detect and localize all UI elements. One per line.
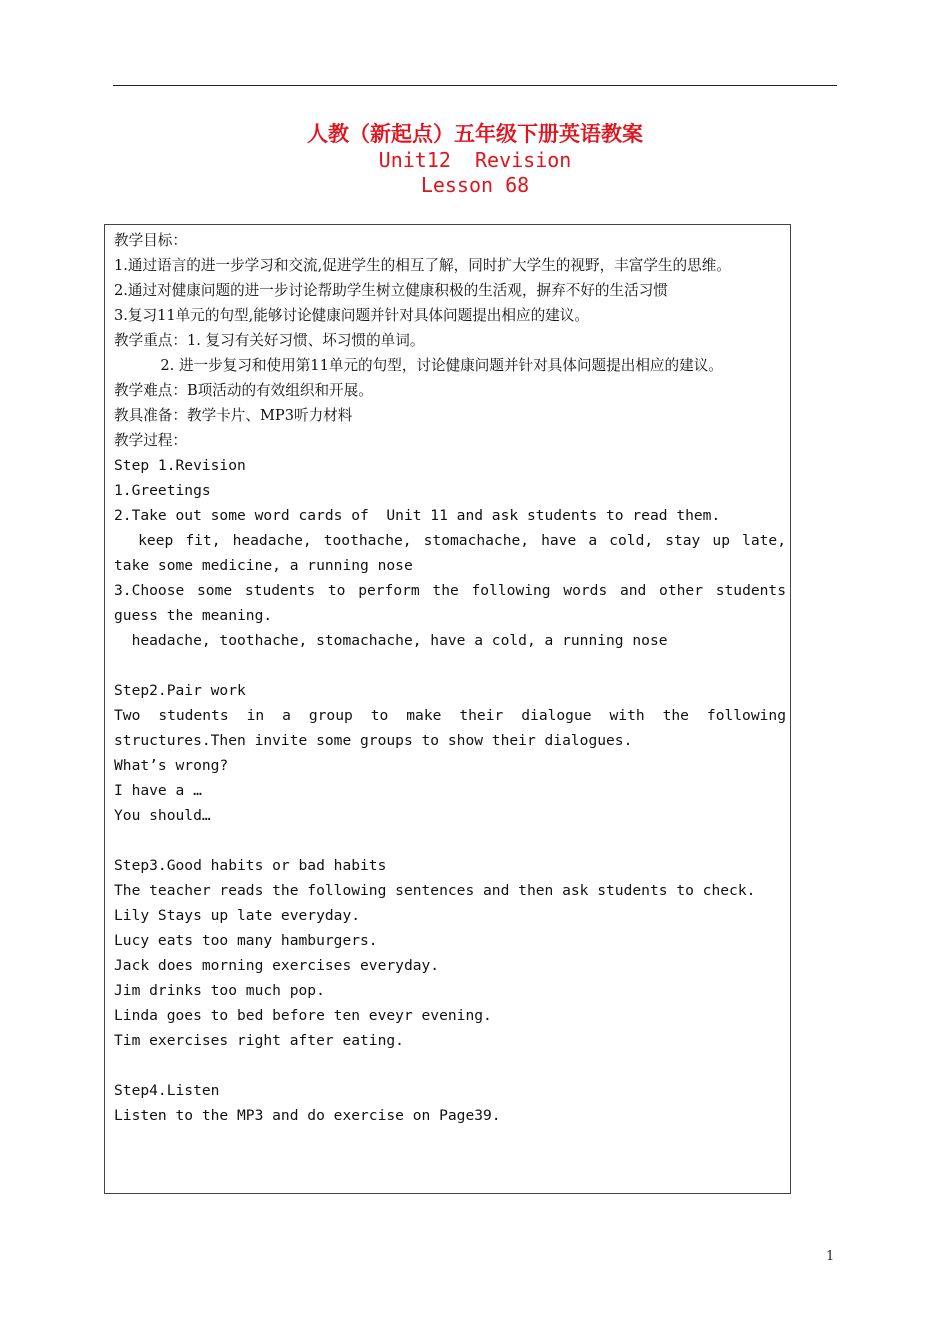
spacer bbox=[114, 1053, 786, 1078]
focus-2: 2. 进一步复习和使用第11单元的句型，讨论健康问题并针对具体问题提出相应的建议。 bbox=[114, 357, 723, 374]
document-title: 人教（新起点）五年级下册英语教案 bbox=[307, 121, 643, 146]
spacer bbox=[114, 653, 786, 678]
lesson-title: Lesson 68 bbox=[420, 173, 530, 197]
step3-sentence: Tim exercises right after eating. bbox=[114, 1032, 404, 1049]
step1-item-2: 2.Take out some word cards of Unit 11 and ask students to read them. bbox=[114, 507, 721, 524]
header-rule bbox=[113, 85, 837, 86]
spacer bbox=[114, 828, 786, 853]
objectives-label: 教学目标： bbox=[114, 232, 187, 249]
step4-title: Step4.Listen bbox=[114, 1082, 220, 1099]
step3-sentence: Linda goes to bed before ten eveyr evening. bbox=[114, 1007, 492, 1024]
title-block bbox=[0, 120, 950, 198]
step3-sentence: Lily Stays up late everyday. bbox=[114, 907, 361, 924]
step3-sentence: Jim drinks too much pop. bbox=[114, 982, 325, 999]
difficulty: 教学难点：B项活动的有效组织和开展。 bbox=[114, 382, 373, 399]
step1-title: Step 1.Revision bbox=[114, 457, 246, 474]
step2-suggestion: You should… bbox=[114, 807, 211, 824]
objective-1: 1.通过语言的进一步学习和交流,促进学生的相互了解，同时扩大学生的视野，丰富学生的思维。 bbox=[114, 257, 731, 274]
step2-description: Two students in a group to make their dialogue with the following structures.Then invite some groups to show their dialogues. bbox=[114, 707, 786, 749]
lesson-plan-content bbox=[114, 228, 795, 1128]
step1-item-1: 1.Greetings bbox=[114, 482, 211, 499]
process-label: 教学过程： bbox=[114, 432, 187, 449]
step1-item-3: 3.Choose some students to perform the following words and other students guess the meaning. bbox=[114, 582, 786, 624]
step3-title: Step3.Good habits or bad habits bbox=[114, 857, 387, 874]
step2-title: Step2.Pair work bbox=[114, 682, 246, 699]
step1-words: keep fit, headache, toothache, stomachache, have a cold, stay up late, take some medicine, a running nose bbox=[114, 532, 795, 574]
step3-sentence: Jack does morning exercises everyday. bbox=[114, 957, 440, 974]
step4-description: Listen to the MP3 and do exercise on Page39. bbox=[114, 1107, 501, 1124]
step2-question: What’s wrong? bbox=[114, 757, 229, 774]
objective-3: 3.复习11单元的句型,能够讨论健康问题并针对具体问题提出相应的建议。 bbox=[114, 307, 589, 324]
step3-description: The teacher reads the following sentences and then ask students to check. bbox=[114, 882, 756, 899]
materials: 教具准备：教学卡片、MP3听力材料 bbox=[114, 407, 353, 424]
focus-1: 教学重点：1. 复习有关好习惯、坏习惯的单词。 bbox=[114, 332, 425, 349]
step1-words-2: headache, toothache, stomachache, have a cold, a running nose bbox=[114, 632, 668, 649]
unit-title: Unit12 Revision bbox=[378, 148, 572, 172]
page-number: 1 bbox=[826, 1249, 835, 1264]
objective-2: 2.通过对健康问题的进一步讨论帮助学生树立健康积极的生活观，摒弃不好的生活习惯 bbox=[114, 282, 668, 299]
lesson-plan-box bbox=[104, 224, 795, 1194]
step2-answer: I have a … bbox=[114, 782, 202, 799]
step3-sentence: Lucy eats too many hamburgers. bbox=[114, 932, 378, 949]
